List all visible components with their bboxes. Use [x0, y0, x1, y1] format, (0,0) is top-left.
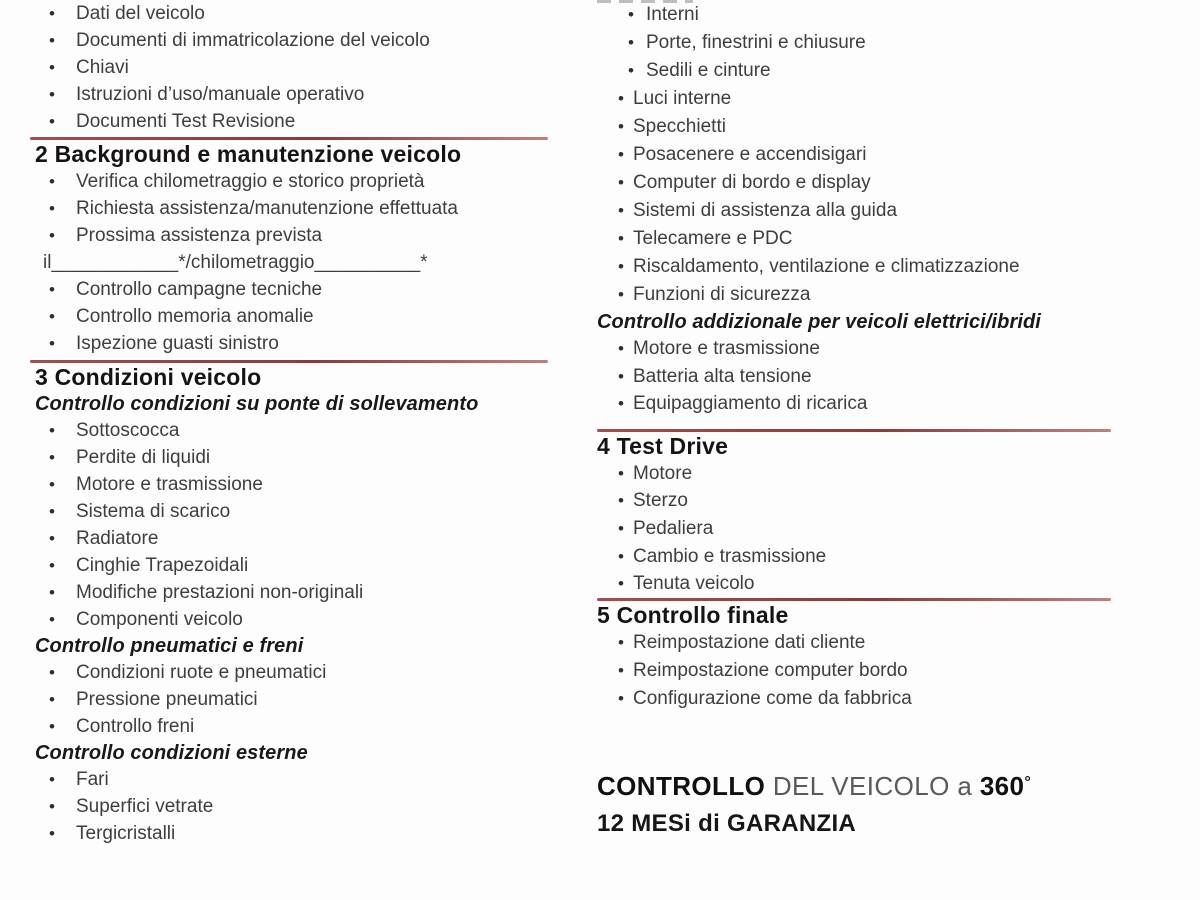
subsection-electric-hybrid-title: Controllo addizionale per veicoli elettrici/ibridi — [597, 311, 1041, 333]
checklist-item: • Dati del veicolo — [35, 0, 570, 27]
checklist-item: • Cambio e trasmissione — [597, 543, 1172, 571]
final-check-checklist — [597, 629, 1172, 713]
tyres-brakes-checklist — [35, 659, 570, 740]
checklist-item: • Motore e trasmissione — [597, 335, 1172, 363]
checklist-item: • Telecamere e PDC — [597, 225, 1172, 253]
subsection-exterior-title: Controllo condizioni esterne — [35, 742, 308, 764]
checklist-item: • Riscaldamento, ventilazione e climatizzazione — [597, 253, 1172, 281]
checklist-item: • Funzioni di sicurezza — [597, 281, 1172, 309]
checklist-item: • Motore e trasmissione — [35, 471, 570, 498]
checklist-item: • Sistemi di assistenza alla guida — [597, 197, 1172, 225]
checklist-item: • Condizioni ruote e pneumatici — [35, 659, 570, 686]
footer-claim-number: 360 — [979, 771, 1025, 802]
section3-title: 3 Condizioni veicolo — [35, 364, 262, 390]
checklist-item: • Computer di bordo e display — [597, 169, 1172, 197]
interior-checklist — [597, 1, 1172, 309]
checklist-item: • Pedaliera — [597, 515, 1172, 543]
checklist-item: • Sedili e cinture — [597, 57, 1172, 85]
checklist-item: • Equipaggiamento di ricarica — [597, 390, 1172, 418]
checklist-item: • Reimpostazione computer bordo — [597, 657, 1172, 685]
section2-checklist — [35, 168, 570, 357]
checklist-item: • Sterzo — [597, 487, 1172, 515]
section5-title: 5 Controllo finale — [597, 602, 789, 629]
right-column — [597, 0, 1172, 838]
section2-title: 2 Background e manutenzione veicolo — [35, 141, 462, 167]
subsection-lift-check-title: Controllo condizioni su ponte di sollevamento — [35, 393, 479, 415]
checklist-item: • Tenuta veicolo — [597, 570, 1172, 598]
checklist-item: • Istruzioni d’uso/manuale operativo — [35, 81, 570, 108]
checklist-item: • Sistema di scarico — [35, 498, 570, 525]
checklist-item: • Tergicristalli — [35, 820, 570, 847]
exterior-checklist — [35, 766, 570, 847]
checklist-item: • Sottoscocca — [35, 417, 570, 444]
checklist-item: • Documenti di immatricolazione del veicolo — [35, 27, 570, 54]
checklist-item: • Luci interne — [597, 85, 1172, 113]
checklist-item: • Controllo memoria anomalie — [35, 303, 570, 330]
checklist-item: • Controllo campagne tecniche — [35, 276, 570, 303]
checklist-item: • Modifiche prestazioni non-originali — [35, 579, 570, 606]
degree-symbol: ° — [1024, 774, 1032, 792]
fill-in-blank-line: il____________*/chilometraggio__________* — [43, 252, 428, 273]
checklist-item: • Configurazione come da fabbrica — [597, 685, 1172, 713]
warranty-claim-line: 12 MESi di GARANZIA — [597, 810, 857, 838]
checklist-item: • Prossima assistenza prevista — [35, 222, 570, 249]
checklist-item: • Batteria alta tensione — [597, 363, 1172, 391]
checklist-item: • Cinghie Trapezoidali — [35, 552, 570, 579]
footer-claim-light-text: DEL VEICOLO a — [765, 771, 980, 802]
lift-check-checklist — [35, 417, 570, 633]
footer-claim-line — [597, 768, 1172, 801]
checklist-item: • Radiatore — [35, 525, 570, 552]
electric-hybrid-checklist — [597, 335, 1172, 418]
checklist-item: • Controllo freni — [35, 713, 570, 740]
checklist-item: • Porte, finestrini e chiusure — [597, 29, 1172, 57]
checklist-item: • Superfici vetrate — [35, 793, 570, 820]
checklist-item: • Ispezione guasti sinistro — [35, 330, 570, 357]
checklist-item: • Interni — [597, 1, 1172, 29]
checklist-item: • Perdite di liquidi — [35, 444, 570, 471]
checklist-item: • Reimpostazione dati cliente — [597, 629, 1172, 657]
section4-title: 4 Test Drive — [597, 432, 729, 459]
test-drive-checklist — [597, 460, 1172, 599]
checklist-item: • Chiavi — [35, 54, 570, 81]
checklist-item: • Fari — [35, 766, 570, 793]
checklist-item: • Pressione pneumatici — [35, 686, 570, 713]
footer-claim-bold-word: CONTROLLO — [597, 771, 766, 802]
checklist-item: • Verifica chilometraggio e storico proprietà — [35, 168, 570, 195]
checklist-item: • Posacenere e accendisigari — [597, 141, 1172, 169]
section1-document-checklist — [35, 0, 570, 135]
checklist-item: • Richiesta assistenza/manutenzione effettuata — [35, 195, 570, 222]
subsection-tyres-brakes-title: Controllo pneumatici e freni — [35, 635, 304, 657]
checklist-item: • Componenti veicolo — [35, 606, 570, 633]
checklist-item: • Motore — [597, 460, 1172, 488]
left-column — [35, 0, 570, 847]
checklist-item: • Specchietti — [597, 113, 1172, 141]
checklist-item: • Documenti Test Revisione — [35, 108, 570, 135]
